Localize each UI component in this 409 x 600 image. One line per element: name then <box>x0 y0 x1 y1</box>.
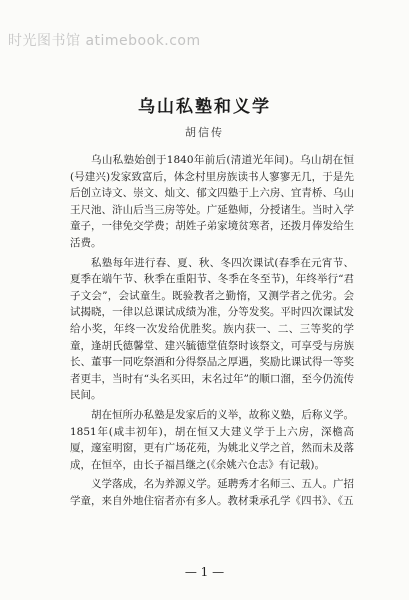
paragraph-1: 乌山私塾始创于1840年前后(清道光年间)。乌山胡在恒(号建兴)发家致富后，体念村里房族读书人寥寥无几，于是先后创立诗文、崇文、灿文、郁文四塾于上六房、宜青桥、乌山王尺池、浒山后当三房等处。广延塾师，分授诸生。当时入学童子，一律免交学费；胡姓子弟家境贫寒者，还拨月俸发给生活费。 <box>70 154 354 249</box>
page-number: — 1 — <box>184 565 225 579</box>
article-body <box>70 152 354 509</box>
article-author: 胡信传 <box>185 126 224 139</box>
paragraph-2: 私塾每年进行春、夏、秋、冬四次课试(春季在元宵节、夏季在端午节、秋季在重阳节、冬季在冬至节)，年终举行“君子文会”，会试童生。既验教者之勤惰，又测学者之优劣。会试揭晓，一律以总课试成绩为准，分等发奖。平时四次课试发给小奖，年终一次发给优胜奖。族内获一、二、三等奖的学童，逢胡氏德馨堂、建兴毓德堂值祭时该祭文，可享受与房族长、董事一同吃祭酒和分得祭品之厚遇，奖励比课试得一等奖者更丰，当时有“头名买田，末名过年”的顺口溜，至今仍流传民间。 <box>70 256 354 402</box>
paragraph-4: 义学落成，名为养源义学。延聘秀才名师三、五人。广招学童，来自外地住宿者亦有多人。教材秉承孔学《四书》、《五 <box>70 478 354 507</box>
paragraph-3: 胡在恒所办私塾是发家后的义举，故称义塾，后称义学。1851年(咸丰初年)，胡在恒又大建义学于上六房，深檐高厦，邃室明窗，更有广场花苑，为姚北义学之首，然而未及落成，在恒卒，由长子福昌继之(《余姚六仓志》有记载)。 <box>70 408 354 471</box>
article-title: 乌山私塾和义学 <box>138 97 271 117</box>
watermark-text: 时光图书馆 atimebook.com <box>8 33 201 49</box>
